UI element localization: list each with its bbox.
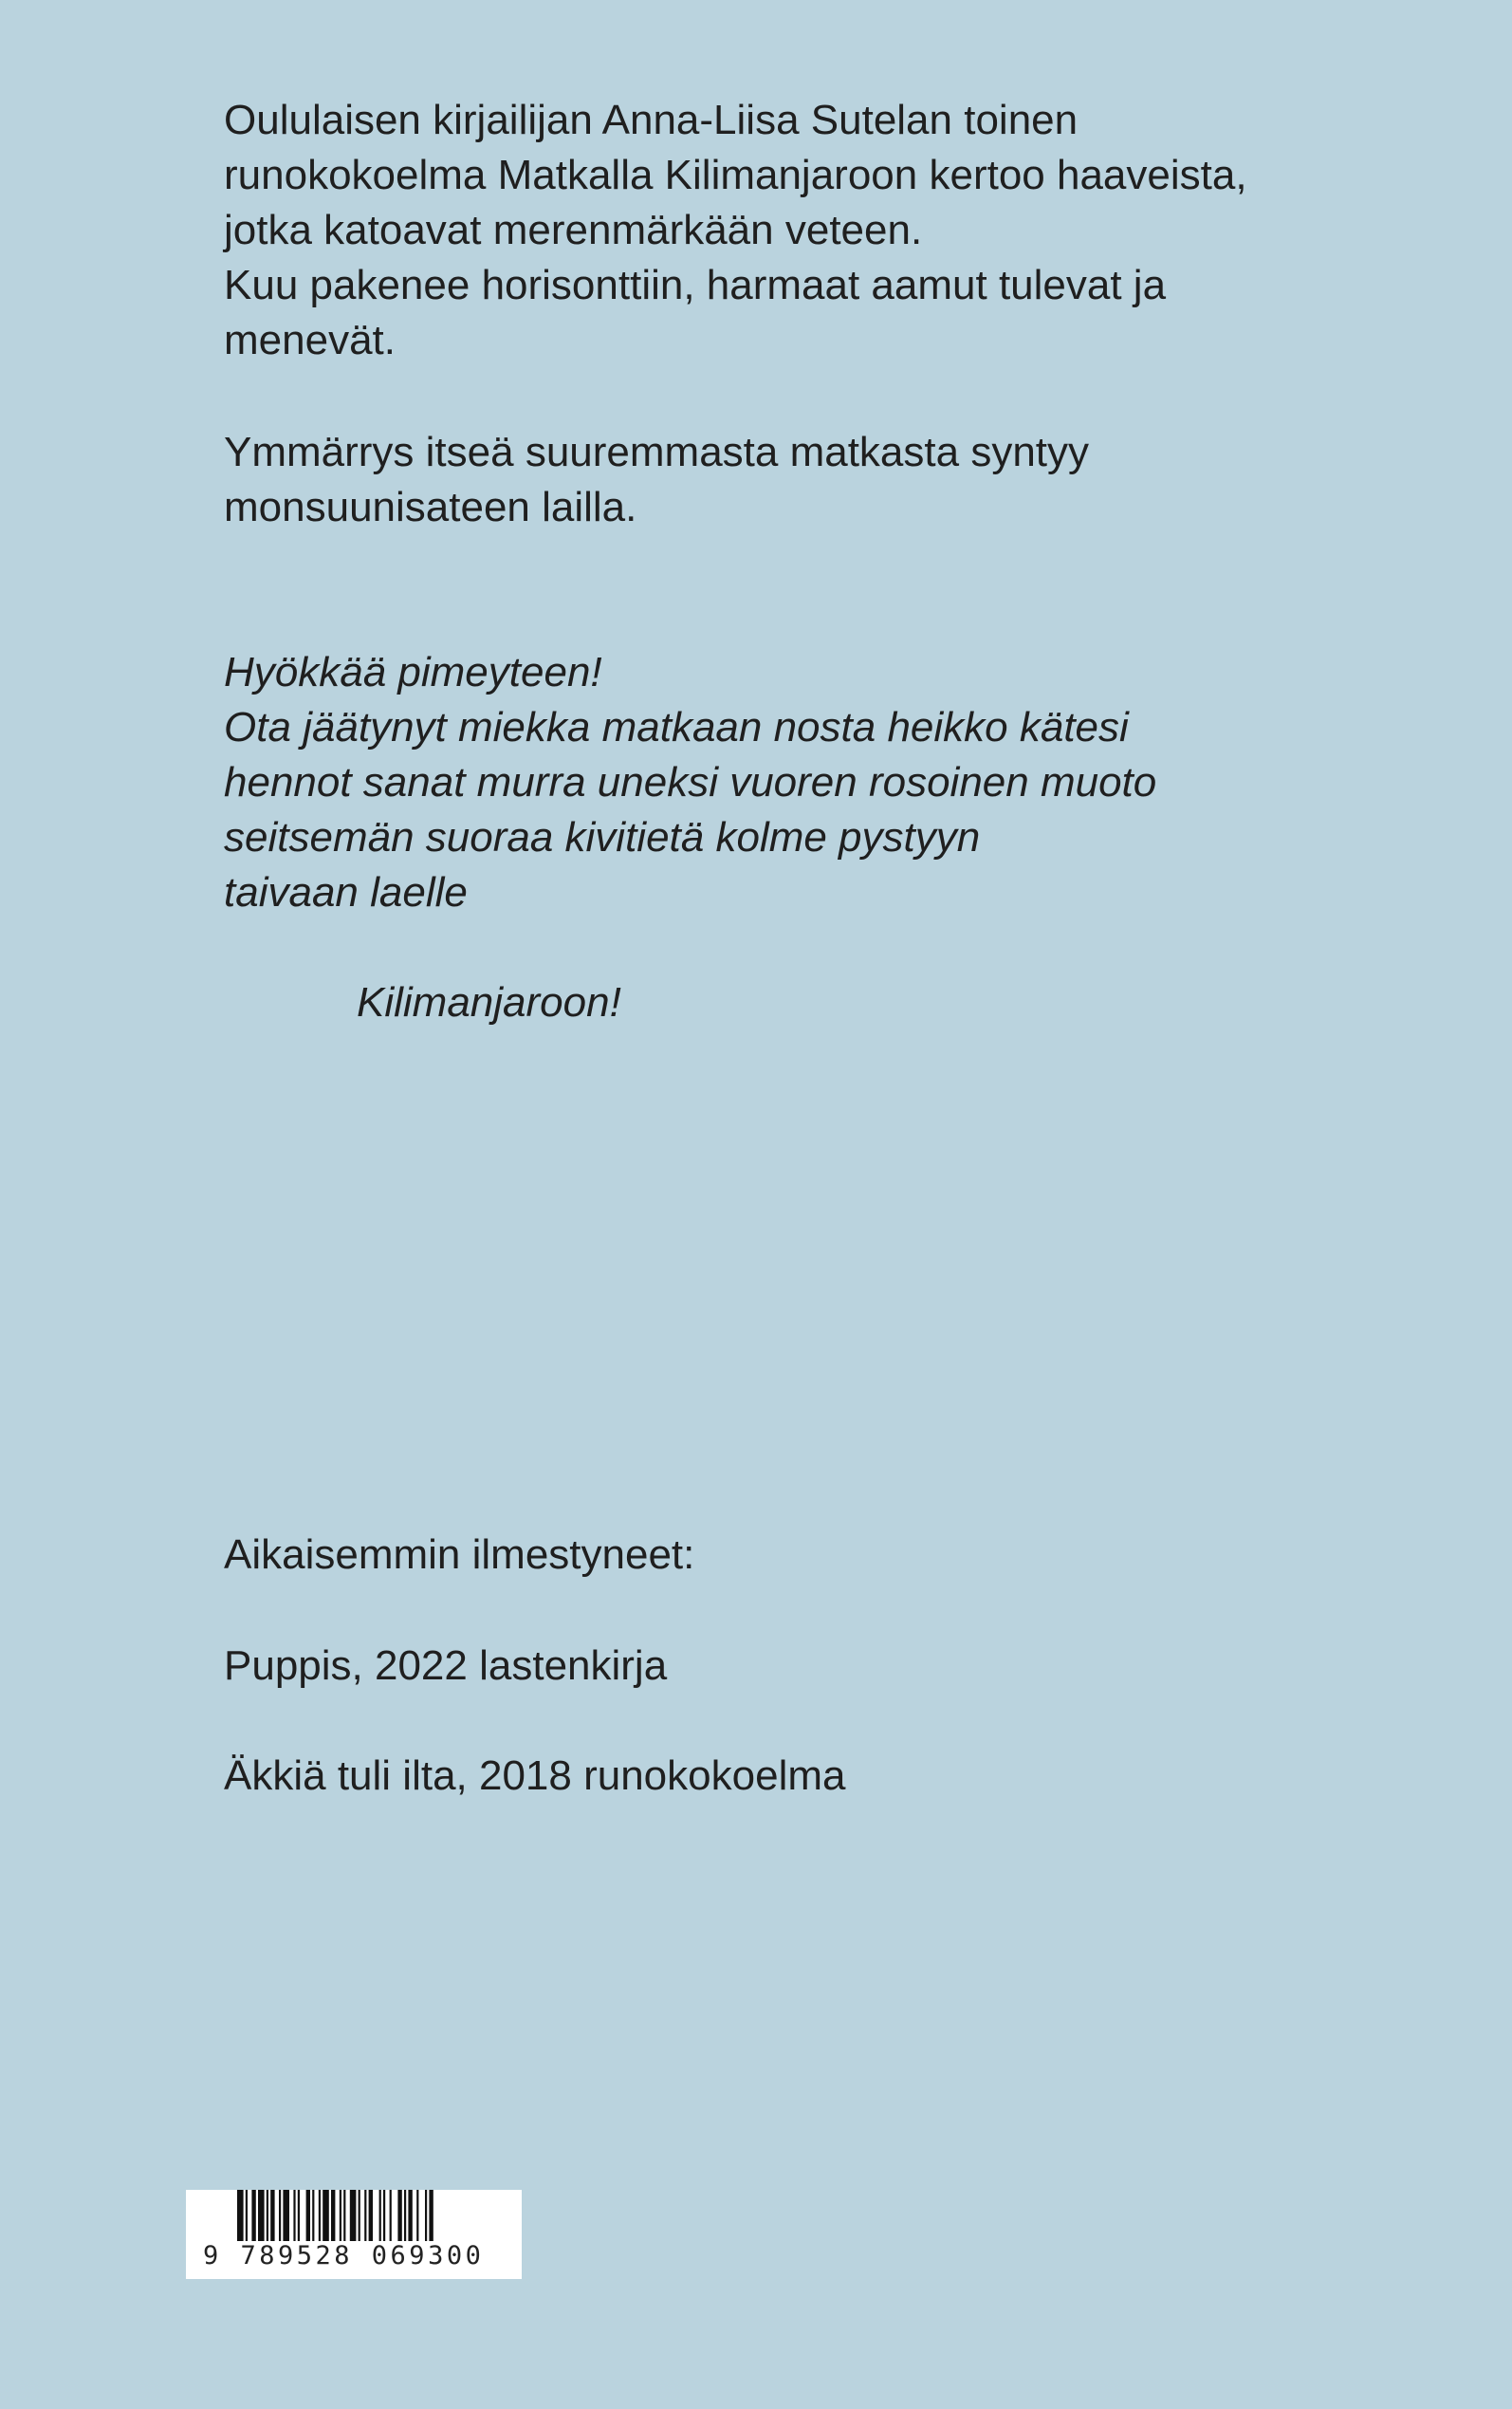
barcode-bar xyxy=(246,2190,248,2241)
barcode-bar xyxy=(404,2190,406,2241)
text-line: Oululaisen kirjailijan Anna-Liisa Sutelan toinen xyxy=(224,97,1079,143)
barcode-bar xyxy=(283,2190,289,2241)
barcode-bar xyxy=(359,2190,360,2241)
text-line: monsuunisateen lailla. xyxy=(224,484,637,530)
barcode-bar xyxy=(364,2190,366,2241)
poem-line: hennot sanat murra uneksi vuoren rosoinen muoto xyxy=(224,759,1157,806)
barcode-bar xyxy=(343,2190,345,2241)
barcode-bar xyxy=(319,2190,321,2241)
barcode-bar xyxy=(267,2190,268,2241)
barcode-bar xyxy=(258,2190,265,2241)
barcode-bar xyxy=(237,2190,244,2241)
barcode-number: 9 789528 069300 xyxy=(203,2241,485,2270)
barcode-bar xyxy=(298,2190,300,2241)
barcode-bars xyxy=(237,2190,510,2241)
previous-works-heading: Aikaisemmin ilmestyneet: xyxy=(224,1531,695,1578)
barcode-bar xyxy=(425,2190,427,2241)
poem-line: taivaan laelle xyxy=(224,869,468,916)
poem-line: seitsemän suoraa kivitietä kolme pystyyn xyxy=(224,814,981,861)
barcode-bar xyxy=(369,2190,373,2241)
text-line: Kuu pakenee horisonttiin, harmaat aamut tulevat ja xyxy=(224,262,1167,308)
barcode-bar xyxy=(397,2190,401,2241)
barcode-bar xyxy=(270,2190,274,2241)
barcode-bar xyxy=(408,2190,412,2241)
barcode-bar xyxy=(416,2190,418,2241)
previous-work-item: Puppis, 2022 lastenkirja xyxy=(224,1642,668,1689)
barcode-bar xyxy=(383,2190,385,2241)
barcode-bar xyxy=(379,2190,381,2241)
barcode-bar xyxy=(306,2190,310,2241)
text-line: Ymmärrys itseä suuremmasta matkasta syntyy xyxy=(224,429,1090,475)
barcode-bar xyxy=(312,2190,314,2241)
previous-work-item: Äkkiä tuli ilta, 2018 runokokoelma xyxy=(224,1752,846,1799)
poem-excerpt xyxy=(224,645,1391,920)
barcode-bar xyxy=(293,2190,295,2241)
text-line: runokokoelma Matkalla Kilimanjaroon kertoo haaveista, xyxy=(224,152,1247,198)
poem-line: Hyökkää pimeyteen! xyxy=(224,649,602,695)
description-paragraph-1 xyxy=(224,93,1391,368)
barcode-bar xyxy=(323,2190,329,2241)
description-paragraph-2 xyxy=(224,425,1391,535)
text-line: jotka katoavat merenmärkään veteen. xyxy=(224,207,923,253)
isbn-barcode xyxy=(186,2190,522,2279)
barcode-bar xyxy=(251,2190,255,2241)
barcode-bar xyxy=(279,2190,281,2241)
barcode-bar xyxy=(340,2190,341,2241)
barcode-bar xyxy=(331,2190,335,2241)
text-line: menevät. xyxy=(224,317,396,363)
barcode-bar xyxy=(350,2190,357,2241)
poem-closing-line: Kilimanjaroon! xyxy=(357,979,621,1026)
barcode-bar xyxy=(429,2190,433,2241)
poem-line: Ota jäätynyt miekka matkaan nosta heikko kätesi xyxy=(224,704,1129,750)
barcode-bar xyxy=(390,2190,392,2241)
